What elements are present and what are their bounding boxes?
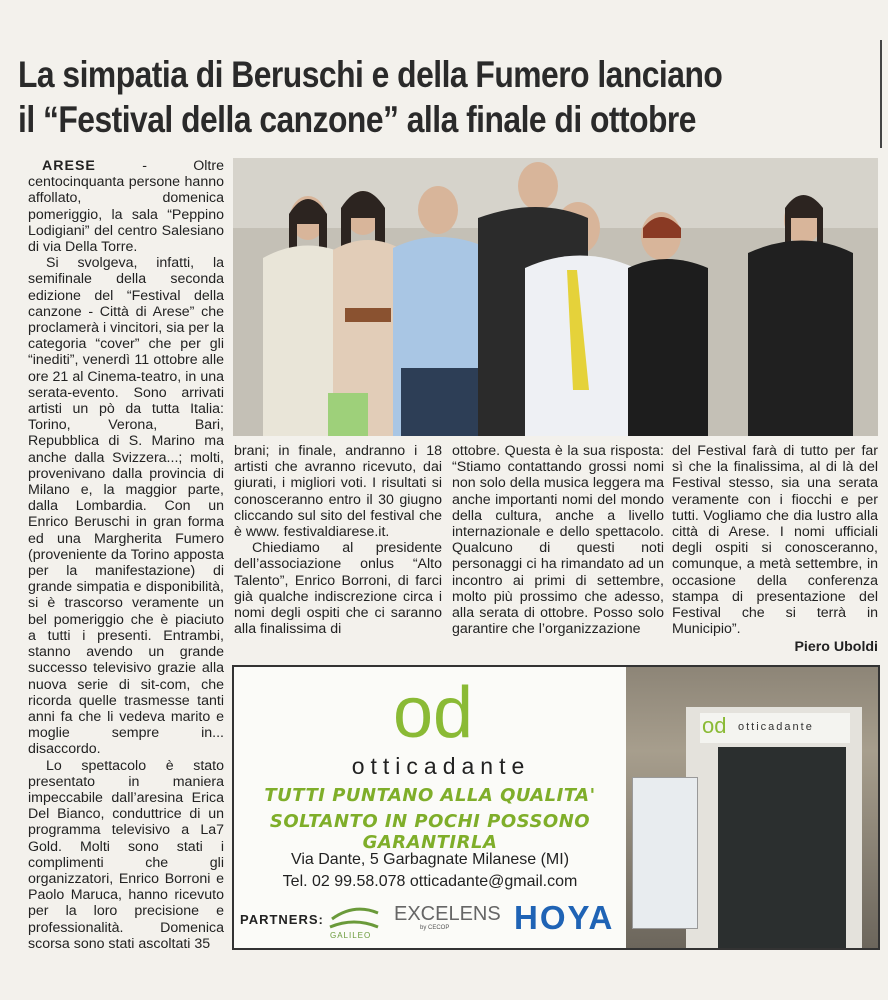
headline-line-1: La simpatia di Beruschi e della Fumero lanciano: [18, 54, 723, 95]
od-logo: [389, 677, 499, 747]
paragraph: Lo spettacolo è stato presentato in maniera impeccabile dall’aresina Erica Del Bianco, conduttrice di un programma televisivo a La7 Gold. Molti sono stati i complimenti che gli organizzatori, Enrico Borroni e Paolo Maruca, hanno ricevuto per la loro precisione e professionalità. Domenica scorsa sono stati ascoltati 35: [28, 757, 224, 952]
partner-excelens-sub: by CECOP: [420, 925, 450, 931]
paragraph: Chiediamo al presidente dell’associazione onlus “Alto Talento”, Enrico Borroni, di farci già qualche indiscrezione circa i nomi degli ospiti che ci saranno alla finalissima di: [234, 540, 442, 638]
partners-label: PARTNERS:: [240, 912, 324, 927]
paragraph: brani; in finale, andranno i 18 artisti che avranno ricevuto, dai giurati, i migliori voti. I risultati si conosceranno entro il 30 giugno cliccando sul sito del festival che è www. festivaldiarese.it.: [234, 443, 442, 541]
article-column-3: [452, 443, 664, 637]
shop-sign-text: otticadante: [738, 721, 814, 733]
advertisement: [232, 665, 880, 950]
paragraph: ottobre. Questa è la sua risposta: “Stiamo contattando grossi nomi non solo della musica leggera ma anche importanti nomi del mondo della cultura, anche a livello internazionale e dello spettacolo. Qualcuno di questi noti personaggi ci ha rimandato ad un incontro ai primi di settembre, molto più prossimo che adesso, alla serata di ottobre. Posso solo garantire che l’organizzazione: [452, 443, 664, 638]
article-column-2: [234, 443, 442, 637]
dateline: ARESE: [42, 158, 96, 174]
article-column-4: [672, 443, 878, 656]
ad-text-panel: [234, 667, 626, 948]
people-group-illustration: [233, 158, 878, 436]
author-signature: Piero Uboldi: [794, 639, 878, 656]
svg-text:od: od: [393, 677, 474, 747]
partner-hoya: HOYA: [514, 899, 615, 936]
brand-name: otticadante: [351, 753, 531, 779]
shop-address: Via Dante, 5 Garbagnate Milanese (MI): [290, 851, 570, 868]
shop-contact: Tel. 02 99.58.078 otticadante@gmail.com: [282, 873, 578, 890]
column-rule: [880, 40, 882, 148]
slogan-line-2: SOLTANTO IN POCHI POSSONO GARANTIRLA: [269, 811, 591, 853]
shop-door: [718, 747, 846, 948]
event-photo: [233, 158, 878, 436]
headline-line-2: il “Festival della canzone” alla finale di ottobre: [18, 99, 696, 140]
paragraph: Si svolgeva, infatti, la semifinale della seconda edizione del “Festival della canzone - Città di Arese” che proclamerà i vincitori, sia per la categoria “cover” che per gli “inediti”, venerdì 11 ottobre alle ore 21 al Cinema-teatro, in una serata-evento. Sono arrivati artisti un pò da tutta Italia: Torino, Verona, Bari, Repubblica di S. Marino ma anche dalla Svizzera...; molti, provenivano dalla provincia di Milano e, la maggior parte, dalla Lombardia. Con un Enrico Beruschi in gran forma ed una Margherita Fumero (proveniente da Torino apposta per la manifestazione) di grande simpatia e disponibilità, si è trascorso veramente un bel pomeriggio che è piaciuto a tutti i presenti. Entrambi, stanno avendo un grande successo televisivo grazie alla nuova serie di sit-com, che ricorda quelle trasmesse tanti anni fa che li vedeva marito e moglie sempre in... disaccordo.: [28, 255, 224, 758]
slogan-line-1: TUTTI PUNTANO ALLA QUALITA': [264, 785, 596, 806]
window-poster: [632, 777, 698, 929]
shop-sign-logo: od: [702, 713, 727, 738]
article-column-1: [28, 158, 224, 952]
partner-excelens: EXCELENS: [394, 903, 501, 925]
partner-galileo: GALILEO: [330, 931, 372, 940]
headline: [18, 52, 751, 142]
paragraph: ARESE - Oltre centocinquanta persone hanno affollato, domenica pomeriggio, la sala “Peppino Lodigiani” del centro Salesiano di via Della Torre.: [28, 158, 224, 256]
shop-photo: [626, 667, 878, 948]
paragraph: del Festival farà di tutto per far sì che la finalissima, al di là del Festival stesso, sia una serata veramente con i fiocchi e per tutti. Vogliamo che dia lustro alla città di Arese. I nomi ufficiali degli ospiti si conosceranno, comunque, a metà settembre, in occasione della conferenza stampa di presentazione del Festival che si terrà in Municipio”.: [672, 443, 878, 638]
